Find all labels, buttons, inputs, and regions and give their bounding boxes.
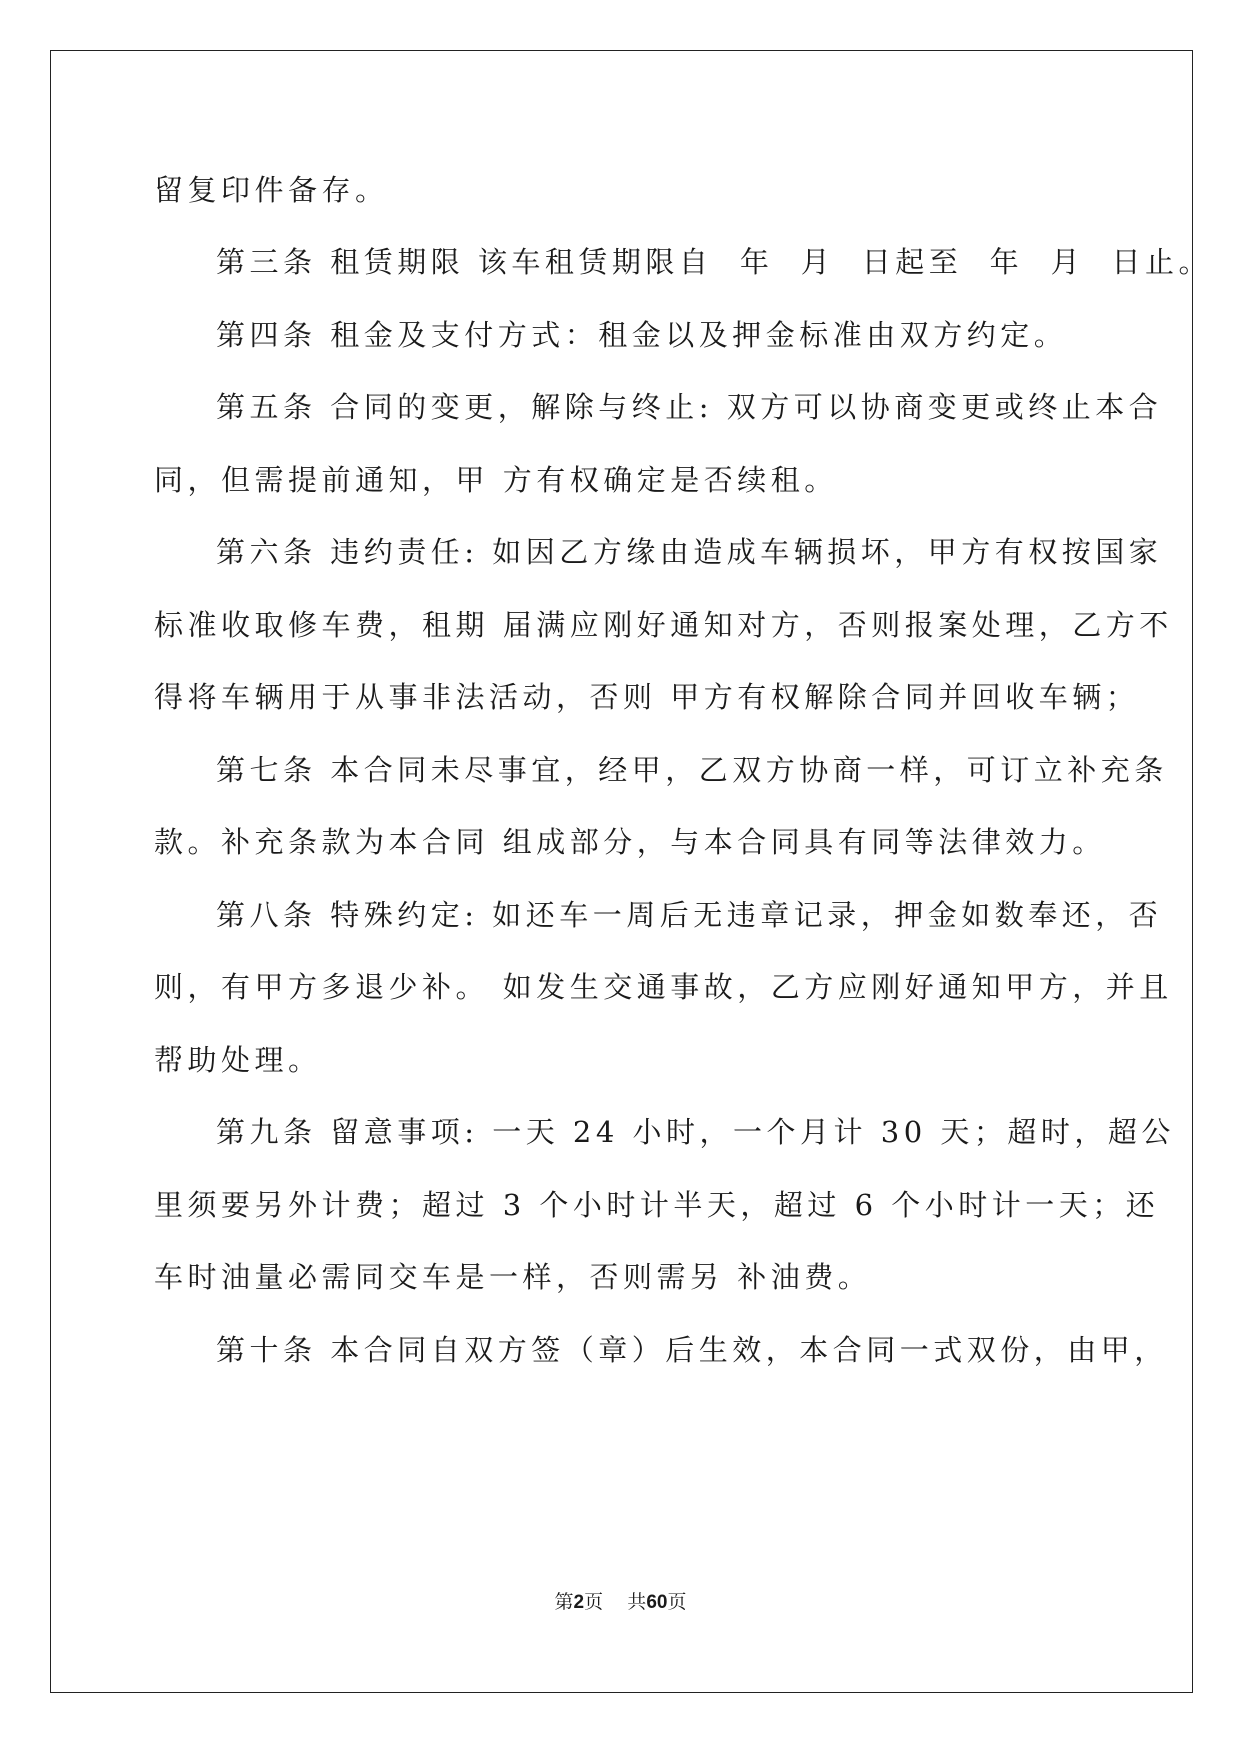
text-line: 标准收取修车费，租期 届满应刚好通知对方，否则报案处理，乙方不 [154,608,1173,642]
text-line: 同，但需提前通知，甲 方有权确定是否续租。 [154,463,838,497]
footer-page-number: 2 [573,1592,585,1613]
text-line: 则，有甲方多退少补。 如发生交通事故，乙方应刚好通知甲方，并且 [154,970,1173,1004]
footer-total-prefix: 共 [627,1591,647,1613]
text-line: 得将车辆用于从事非法活动，否则 甲方有权解除合同并回收车辆； [154,680,1140,714]
text-line: 第八条 特殊约定: 如还车一周后无违章记录，押金如数奉还，否 [216,898,1163,932]
text-line: 第七条 本合同未尽事宜，经甲，乙双方协商一样，可订立补充条 [216,753,1168,787]
page-footer [0,1590,1241,1615]
text-line: 第四条 租金及支付方式：租金以及押金标准由双方约定。 [216,318,1068,352]
text-line: 里须要另外计费；超过 3 个小时计半天，超过 6 个小时计一天；还 [154,1188,1160,1222]
footer-page-suffix: 页 [584,1591,604,1613]
text-line: 第九条 留意事项: 一天 24 小时，一个月计 30 天；超时，超公 [216,1115,1175,1149]
text-line: 第十条 本合同自双方签（章）后生效，本合同一式双份，由甲， [216,1333,1168,1367]
page-border [50,50,1193,1693]
text-line: 帮助处理。 [154,1043,322,1077]
text-line: 第三条 租赁期限 该车租赁期限自 年 月 日起至 年 月 日止。 [216,245,1213,279]
footer-page-prefix: 第 [554,1591,574,1613]
footer-total-suffix: 页 [667,1591,687,1613]
text-line: 车时油量必需同交车是一样，否则需另 补油费。 [154,1260,872,1294]
text-line: 留复印件备存。 [154,173,389,207]
text-line: 第五条 合同的变更，解除与终止: 双方可以协商变更或终止本合 [216,390,1163,424]
footer-total-pages: 60 [646,1592,668,1613]
text-line: 第六条 违约责任: 如因乙方缘由造成车辆损坏，甲方有权按国家 [216,535,1163,569]
text-line: 款。补充条款为本合同 组成部分，与本合同具有同等法律效力。 [154,825,1106,859]
